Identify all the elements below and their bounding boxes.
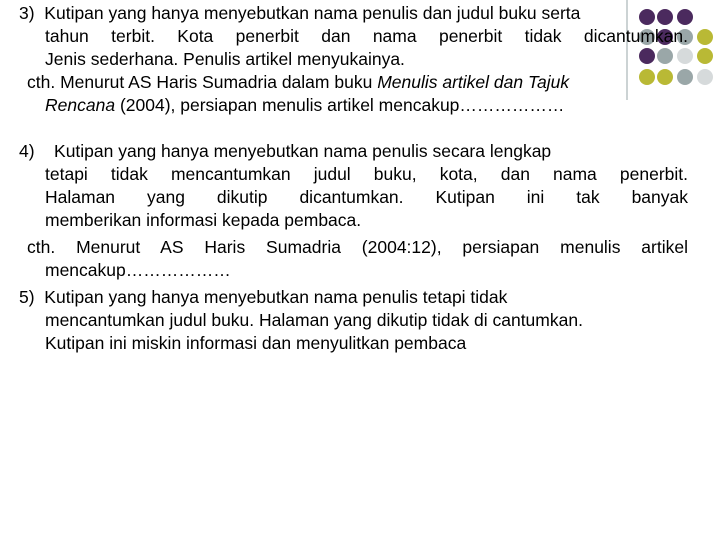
item-3-example-prefix: cth. Menurut AS Haris Sumadria dalam buku [27,72,373,92]
item-3-example-rest: (2004), persiapan menulis artikel mencakup……………… [119,95,565,115]
item-3-example-book-b: Rencana [45,95,116,115]
item-4-text-1: Kutipan yang hanya menyebutkan nama penulis secara lengkap [54,141,552,161]
decorative-dot [677,9,693,25]
item-3-text-3: Jenis sederhana. Penulis artikel menyukainya. [45,49,405,69]
decorative-dot [697,48,713,64]
item-5-marker: 5) [19,287,35,307]
item-3-example-book-a: Menulis artikel dan Tajuk [377,72,570,92]
item-4-text-3: Halaman yang dikutip dicantumkan. Kutipan ini tak banyak [45,187,688,207]
decorative-dot [697,69,713,85]
item-4-line-1 [19,140,688,164]
decorative-dot [657,48,673,64]
decorative-dot [639,9,655,25]
item-4-text-4: memberikan informasi kepada pembaca. [45,210,362,230]
decorative-dot [657,9,673,25]
item-4-text-2: tetapi tidak mencantumkan judul buku, kota, dan nama penerbit. [45,164,688,184]
item-5-text-3: Kutipan ini miskin informasi dan menyulitkan pembaca [45,333,467,353]
item-4-example-line-2: mencakup……………… [45,260,231,280]
item-4-example-line-1: cth. Menurut AS Haris Sumadria (2004:12), persiapan menulis artikel [27,237,688,257]
decorative-dot [697,29,713,45]
item-4-marker: 4) [19,141,35,161]
item-3-marker: 3) [19,3,35,23]
item-3-text-1: Kutipan yang hanya menyebutkan nama penulis dan judul buku serta [44,3,581,23]
decorative-dot [639,48,655,64]
item-5-text-2: mencantumkan judul buku. Halaman yang dikutip tidak di cantumkan. [45,310,583,330]
decorative-dot [677,48,693,64]
item-3-example-line-1 [27,71,687,95]
item-3-line-1 [19,2,580,26]
item-5-text-1: Kutipan yang hanya menyebutkan nama penulis tetapi tidak [44,287,508,307]
item-3-text-2: tahun terbit. Kota penerbit dan nama penerbit tidak dicantumkan. [45,26,688,46]
item-3-example-line-2 [45,94,564,118]
item-5-line-1 [19,286,688,310]
